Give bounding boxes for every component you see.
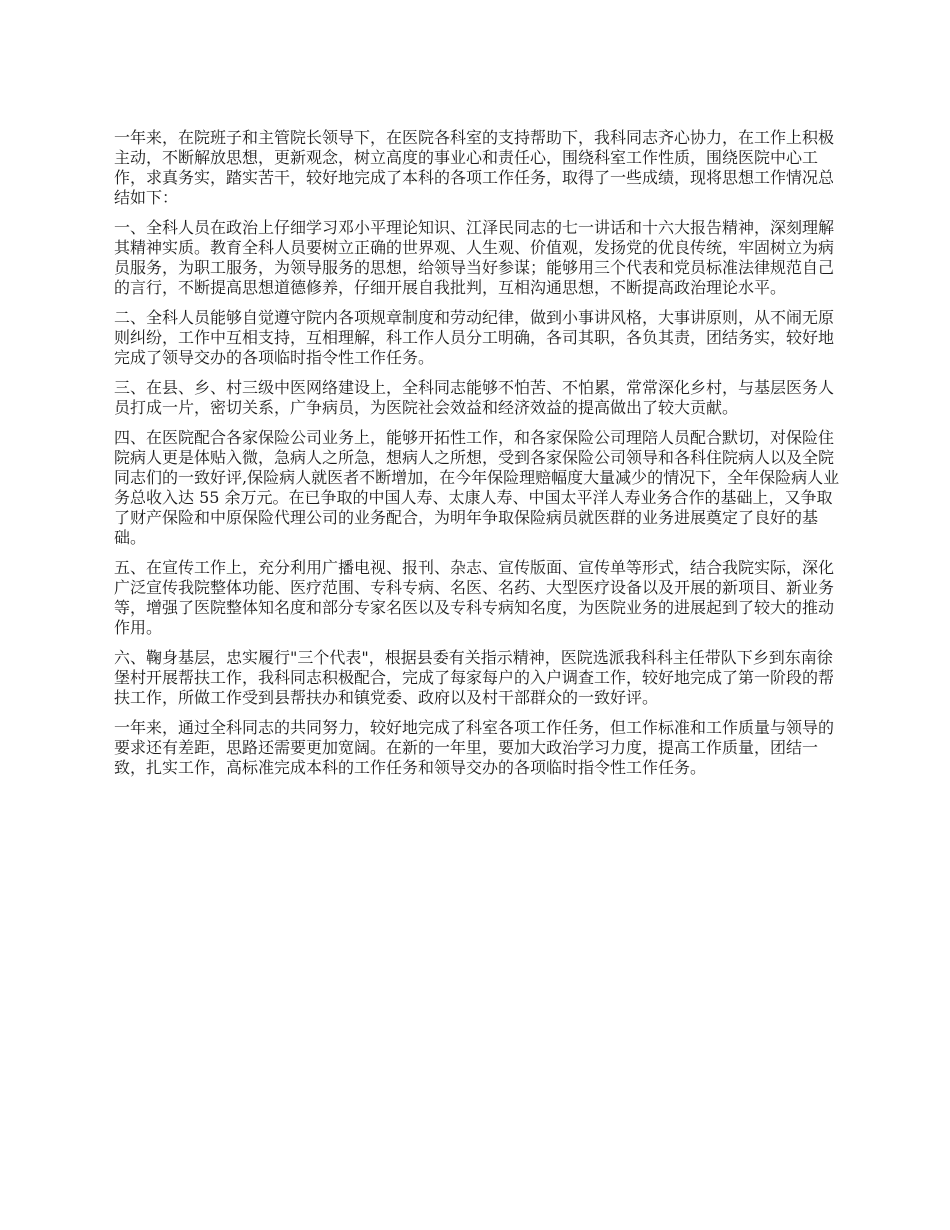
paragraph-3: 三、在县、乡、村三级中医网络建设上，全科同志能够不怕苦、不怕累，常常深化乡村，与基层医务人员打成一片，密切关系，广争病员，为医院社会效益和经济效益的提高做出了较大贡献。 [114, 378, 835, 417]
paragraph-5: 五、在宣传工作上，充分利用广播电视、报刊、杂志、宣传版面、宣传单等形式，结合我院实际，深化广泛宣传我院整体功能、医疗范围、专科专病、名医、名药、大型医疗设备以及开展的新项目、新业务等，增强了医院整体知名度和部分专家名医以及专科专病知名度，为医院业务的进展起到了较大的推动作用。 [114, 558, 835, 637]
paragraph-1: 一、全科人员在政治上仔细学习邓小平理论知识、江泽民同志的七一讲话和十六大报告精神，深刻理解其精神实质。教育全科人员要树立正确的世界观、人生观、价值观，发扬党的优良传统，牢固树立为病员服务，为职工服务，为领导服务的思想，给领导当好参谋；能够用三个代表和党员标准法律规范自己的言行，不断提高思想道德修养，仔细开展自我批判，互相沟通思想，不断提高政治理论水平。 [114, 218, 835, 297]
paragraph-intro: 一年来，在院班子和主管院长领导下，在医院各科室的支持帮助下，我科同志齐心协力，在工作上积极主动，不断解放思想，更新观念，树立高度的事业心和责任心，围绕科室工作性质，围绕医院中心工作，求真务实，踏实苦干，较好地完成了本科的各项工作任务，取得了一些成绩，现将思想工作情况总结如下： [114, 128, 835, 207]
paragraph-6: 六、鞠身基层，忠实履行"三个代表"，根据县委有关指示精神，医院选派我科科主任带队下乡到东南徐堡村开展帮扶工作，我科同志积极配合，完成了每家每户的入户调查工作，较好地完成了第一阶段的帮扶工作，所做工作受到县帮扶办和镇党委、政府以及村干部群众的一致好评。 [114, 648, 835, 707]
paragraph-2: 二、全科人员能够自觉遵守院内各项规章制度和劳动纪律，做到小事讲风格，大事讲原则，从不闹无原则纠纷，工作中互相支持，互相理解，科工作人员分工明确，各司其职，各负其责，团结务实，较好地完成了领导交办的各项临时指令性工作任务。 [114, 308, 835, 367]
paragraph-4: 四、在医院配合各家保险公司业务上，能够开拓性工作，和各家保险公司理陪人员配合默切，对保险住院病人更是体贴入微，急病人之所急，想病人之所想，受到各家保险公司领导和各科住院病人以及全院同志们的一致好评,保险病人就医者不断增加，在今年保险理赔幅度大量减少的情况下，全年保险病人业务总收入达 55 余万元。在已争取的中国人寿、太康人寿、中国太平洋人寿业务合作的基础上，又争取了财产保险和中原保险代理公司的业务配合，为明年争取保险病员就医群的业务进展奠定了良好的基础。 [114, 428, 840, 547]
document-body [114, 128, 842, 788]
paragraph-conclusion: 一年来，通过全科同志的共同努力，较好地完成了科室各项工作任务，但工作标准和工作质量与领导的要求还有差距，思路还需要更加宽阔。在新的一年里，要加大政治学习力度，提高工作质量，团结一致，扎实工作，高标准完成本科的工作任务和领导交办的各项临时指令性工作任务。 [114, 718, 835, 777]
